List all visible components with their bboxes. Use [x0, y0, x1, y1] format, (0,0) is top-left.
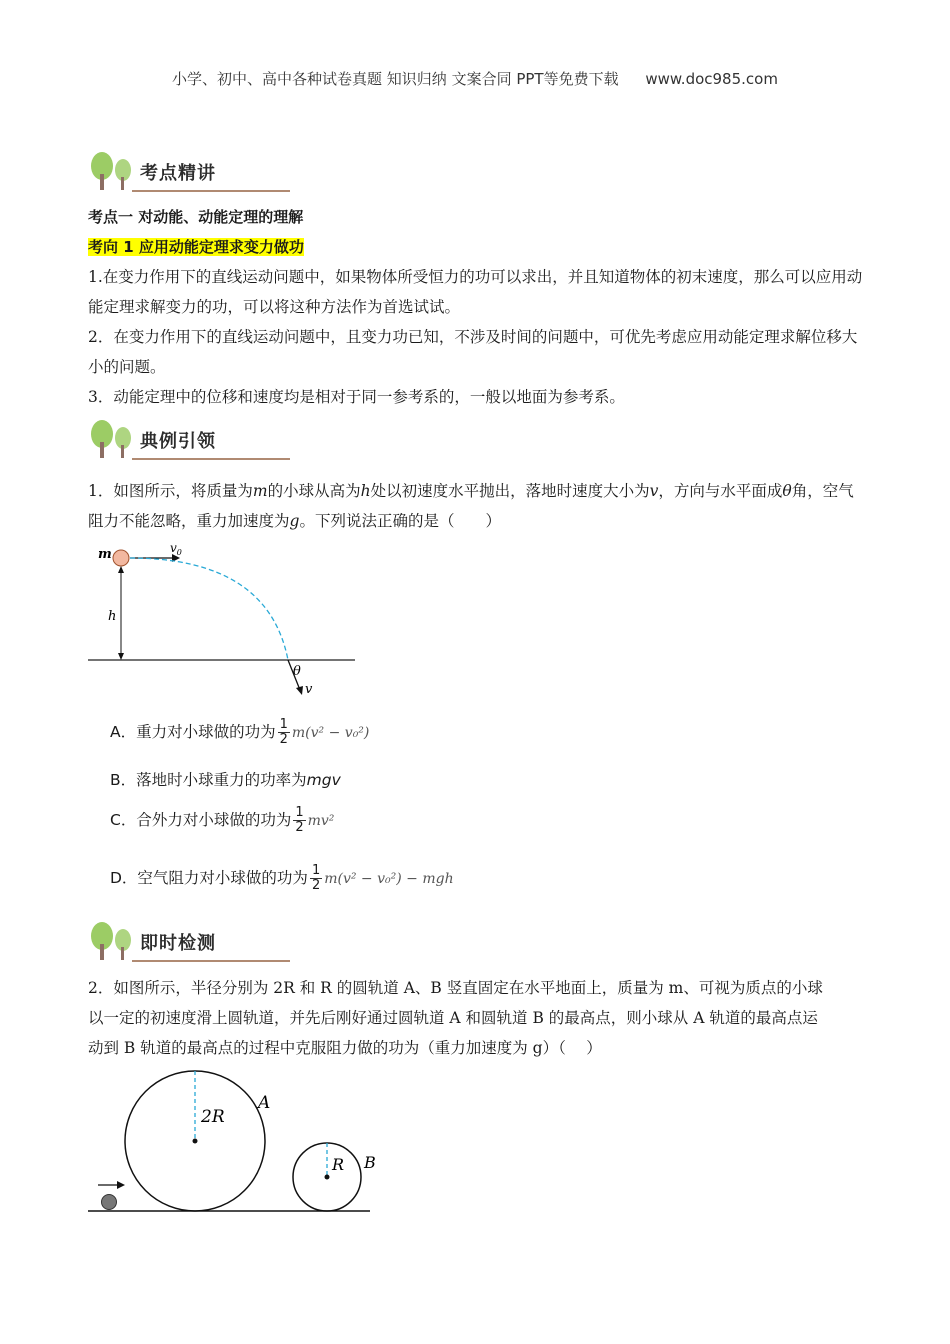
section-title: 考点精讲 [140, 163, 216, 184]
header-text: 小学、初中、高中各种试卷真题 知识归纳 文案合同 PPT等免费下载 [172, 70, 619, 88]
v-arrow [296, 686, 303, 695]
q2-line3: 动到 B 轨道的最高点的过程中克服阻力做的功为（重力加速度为 g）（ ） [88, 1039, 602, 1057]
initial-velocity-arrow [117, 1181, 125, 1189]
topic-p2: 2．在变力作用下的直线运动问题中，且变力功已知，不涉及时间的问题中，可优先考虑应用动能定理求解位移大小的问题。 [88, 328, 858, 376]
section-banner-kaodian [88, 150, 258, 192]
header-site: www.doc985.com [645, 70, 778, 88]
label-m: m [98, 547, 112, 562]
q2-line2: 以一定的初速度滑上圆轨道，并先后刚好通过圆轨道 A 和圆轨道 B 的最高点，则小球从 A 轨道的最高点运 [88, 1009, 818, 1027]
ball [113, 550, 129, 566]
section-title: 即时检测 [140, 933, 216, 954]
q1-option-d[interactable]: D．空气阻力对小球做的功为 $\frac{1}{2}$ m(v² − v₀²) − mgh [110, 863, 454, 893]
q1-stem: 1．如图所示，将质量为m的小球从高为h处以初速度水平抛出，落地时速度大小为v，方向与水平面成θ角，空气阻力不能忽略，重力加速度为g。下列说法正确的是（ ） [88, 482, 854, 530]
label-2R: 2R [201, 1107, 225, 1127]
q2-line1: 2．如图所示，半径分别为 2R 和 R 的圆轨道 A、B 竖直固定在水平地面上，质量为 m、可视为质点的小球 [88, 979, 823, 997]
tree-icon [88, 150, 138, 192]
topic-title: 考点一 对动能、动能定理的理解 [88, 208, 304, 226]
q2-figure [88, 1070, 388, 1220]
q1-figure [88, 538, 368, 703]
section-title: 典例引领 [140, 431, 216, 452]
tree-icon [88, 920, 138, 962]
section-banner-jishi [88, 920, 258, 962]
label-v0: $v_0$ [170, 541, 182, 557]
topic-p1: 1.在变力作用下的直线运动问题中，如果物体所受恒力的功可以求出，并且知道物体的初末速度，那么可以应用动能定理求解变力的功，可以将这种方法作为首选试试。 [88, 268, 863, 316]
topic-p3: 3．动能定理中的位移和速度均是相对于同一参考系的，一般以地面为参考系。 [88, 388, 625, 406]
ball [102, 1195, 117, 1210]
q1-option-b[interactable]: B．落地时小球重力的功率为mgv [110, 771, 341, 789]
tree-icon [88, 418, 138, 460]
banner-rule [132, 458, 290, 460]
label-A: A [258, 1093, 271, 1113]
label-B: B [364, 1153, 376, 1172]
banner-rule [132, 190, 290, 192]
label-theta: θ [293, 664, 301, 679]
q1-option-c[interactable]: C．合外力对小球做的功为 $\frac{1}{2}$ mv² [110, 805, 335, 835]
q1-option-a[interactable]: A．重力对小球做的功为 $\frac{1}{2}$ m(v² − v₀²) [110, 717, 370, 747]
label-R: R [332, 1155, 345, 1174]
label-h: h [108, 609, 117, 624]
page-header [0, 68, 950, 89]
section-banner-dianli [88, 418, 258, 460]
label-v: v [305, 682, 313, 697]
topic-direction: 考向 1 应用动能定理求变力做功 [88, 238, 304, 256]
trajectory [130, 558, 288, 660]
banner-rule [132, 960, 290, 962]
